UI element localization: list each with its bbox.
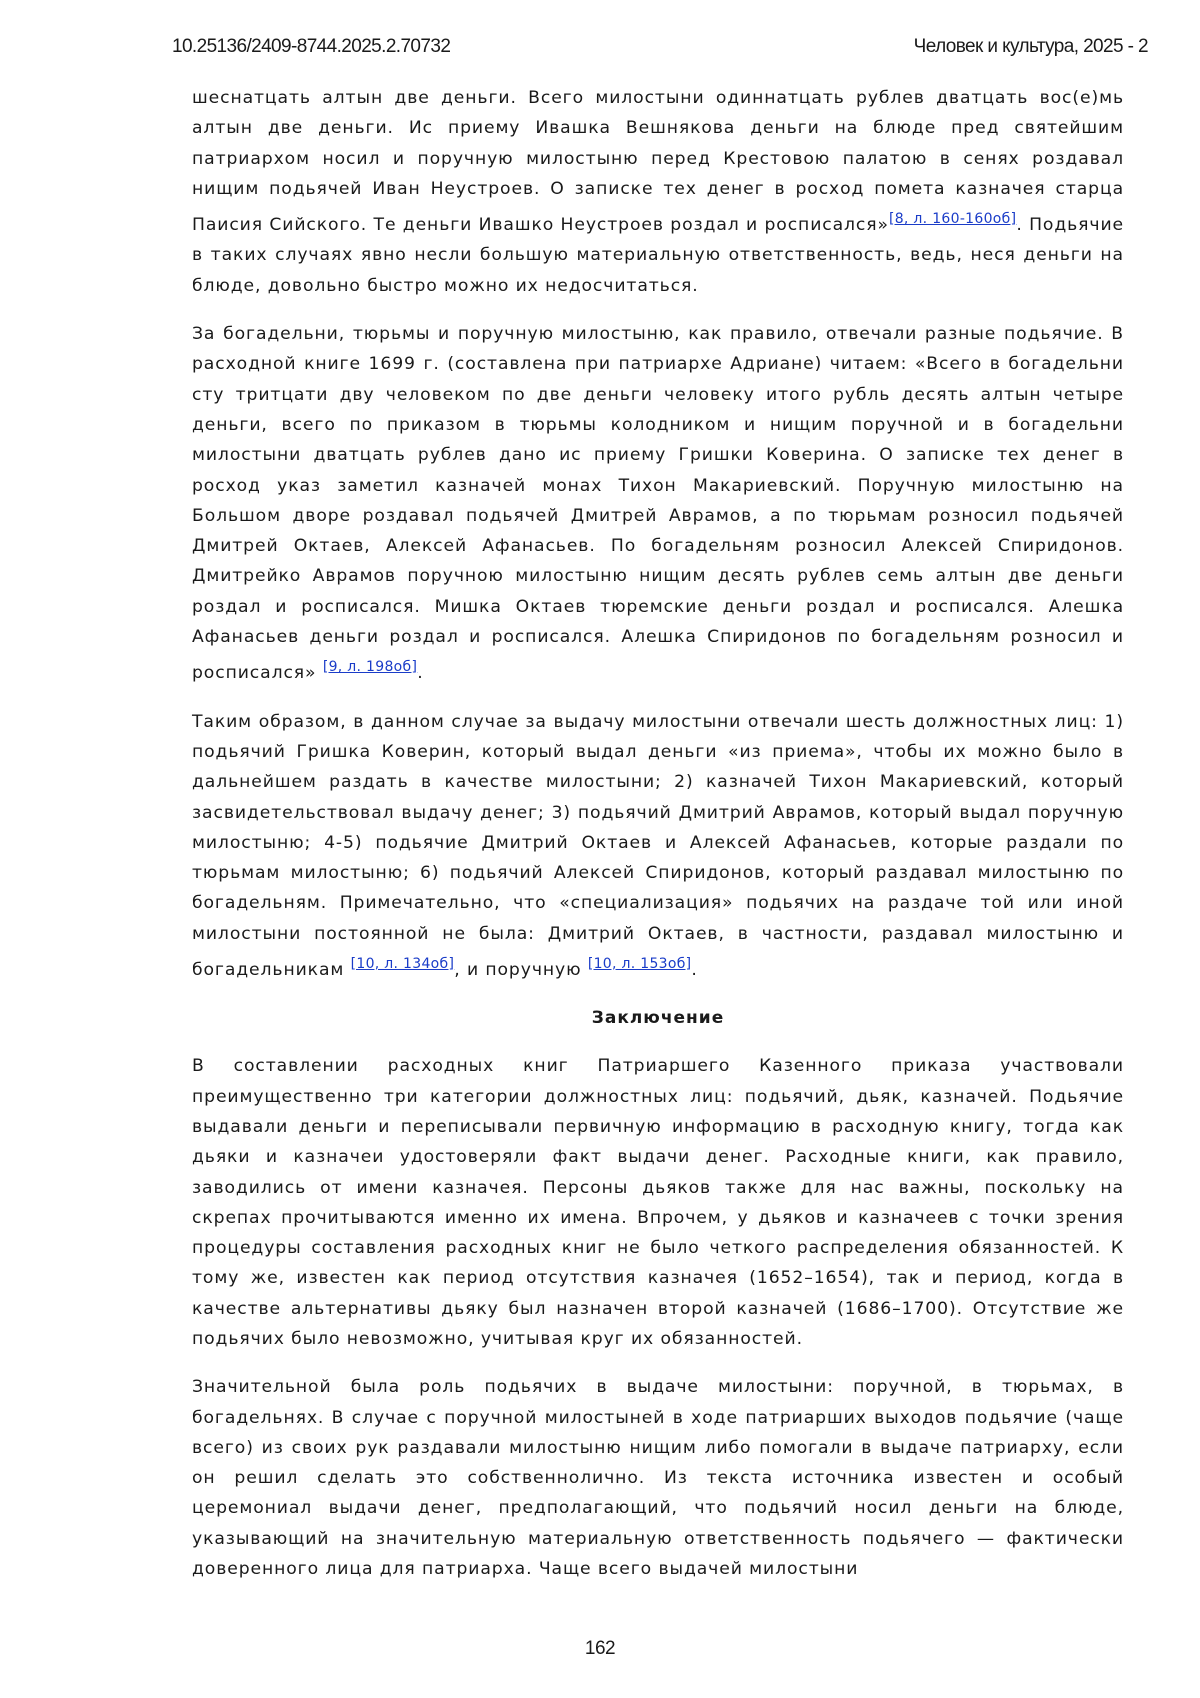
paragraph-text: , и поручную [454, 960, 588, 981]
paragraph-text: За богадельни, тюрьмы и поручную милостыню, как правило, отвечали разные подьячие. В расходной книге 1699 г. (составлена при патриархе Адриане) читаем: «Всего в богадельни сту тритцати дву человеком по две деньги человеку итого рубль десять алтын четыре деньги, всего по приказом в тюрьмы колодником и нищим поручной и в богадельни милостыни дватцать рублев дано ис приему Гришки Коверина. О записке тех денег в росход указ заметил казначей монах Тихон Макариевский. Поручную милостыню на Большом дворе роздавал подьячей Дмитрей Аврамов, а по тюрьмам розносил подьячей Дмитрей Октаев, Алексей Афанасьев. По богадельням розносил Алексей Спиридонов. Дмитрейко Аврамов поручною милостыню нищим десять рублев семь алтын две деньги роздал и росписался. Мишка Октаев тюремские деньги роздал и росписался. Алешка Афанасьев деньги роздал и росписался. Алешка Спиридонов по богадельням розносил и росписался» [192, 324, 1124, 684]
paragraph-text: шеснатцать алтын две деньги. Всего милостыни одиннатцать рублев дватцать вос(е)мь алтын две деньги. Ис приему Ивашка Вешнякова деньги на блюде пред святейшим патриархом носил и поручную милостыню перед Крестовою палатою в сенях роздавал нищим подьячей Иван Неустроев. О записке тех денег в росход помета казначея старца Паисия Сийского. Те деньги Ивашко Неустроев роздал и росписался» [192, 88, 1124, 236]
citation-link[interactable]: [10, л. 134об] [350, 956, 455, 973]
citation-link[interactable]: [9, л. 198об] [322, 659, 418, 676]
paragraph-3 [192, 707, 1124, 986]
paragraph-1 [192, 83, 1124, 301]
doi-label: 10.25136/2409-8744.2025.2.70732 [172, 36, 451, 57]
paragraph-text: . [417, 663, 424, 684]
conclusion-paragraph-2: Значительной была роль подьячих в выдаче милостыни: поручной, в тюрьмах, в богадельнях. В случае с поручной милостыней в ходе патриарших выходов подьячие (чаще всего) из своих рук раздавали милостыню нищим либо помогали в выдаче патриарху, если он решил сделать это собственнолично. Из текста источника известен и особый церемониал выдачи денег, предполагающий, что подьячий носил деньги на блюде, указывающий на значительную материальную ответственность подьячего — фактически доверенного лица для патриарха. Чаще всего выдачей милостыни [192, 1377, 1124, 1580]
conclusion-paragraph-1: В составлении расходных книг Патриаршего Казенного приказа участвовали преимущественно три категории должностных лиц: подьячий, дьяк, казначей. Подьячие выдавали деньги и переписывали первичную информацию в расходную книгу, тогда как дьяки и казначеи удостоверяли факт выдачи денег. Расходные книги, как правило, заводились от имени казначея. Персоны дьяков также для нас важны, поскольку на скрепах прочитываются именно их имена. Впрочем, у дьяков и казначеев с точки зрения процедуры составления расходных книг не было четкого распределения обязанностей. К тому же, известен как период отсутствия казначея (1652–1654), так и период, когда в качестве альтернативы дьяку был назначен второй казначей (1686–1700). Отсутствие же подьячих было невозможно, учитывая круг их обязанностей. [192, 1056, 1124, 1349]
paragraph-text: Таким образом, в данном случае за выдачу милостыни отвечали шесть должностных лиц: 1) подьячий Гришка Коверин, который выдал деньги «из приема», чтобы их можно было в дальнейшем раздать в качестве милостыни; 2) казначей Тихон Макариевский, который засвидетельствовал выдачу денег; 3) подьячий Дмитрий Аврамов, который выдал поручную милостыню; 4-5) подьячие Дмитрий Октаев и Алексей Афанасьев, которые раздали по тюрьмам милостыню; 6) подьячий Алексей Спиридонов, который раздавал милостыню по богадельням. Примечательно, что «специализация» подьячих на раздаче той или иной милостыни постоянной не была: Дмитрий Октаев, в частности, раздавал милостыню и богадельникам [192, 711, 1124, 981]
section-heading-conclusion: Заключение [591, 1008, 725, 1029]
article-body [192, 83, 1124, 1584]
journal-title: Человек и культура, 2025 - 2 [913, 36, 1148, 57]
paragraph-2 [192, 319, 1124, 689]
citation-link[interactable]: [8, л. 160-160об] [888, 211, 1017, 228]
paragraph-text: . Подьячие в таких случаях явно несли большую материальную ответственность, ведь, неся деньги на блюде, довольно быстро можно их недосчитаться. [192, 215, 1124, 296]
citation-link[interactable]: [10, л. 153об] [587, 956, 692, 973]
paragraph-text: . [691, 960, 698, 981]
page-header [172, 36, 1148, 64]
page-number: 162 [584, 1638, 616, 1659]
